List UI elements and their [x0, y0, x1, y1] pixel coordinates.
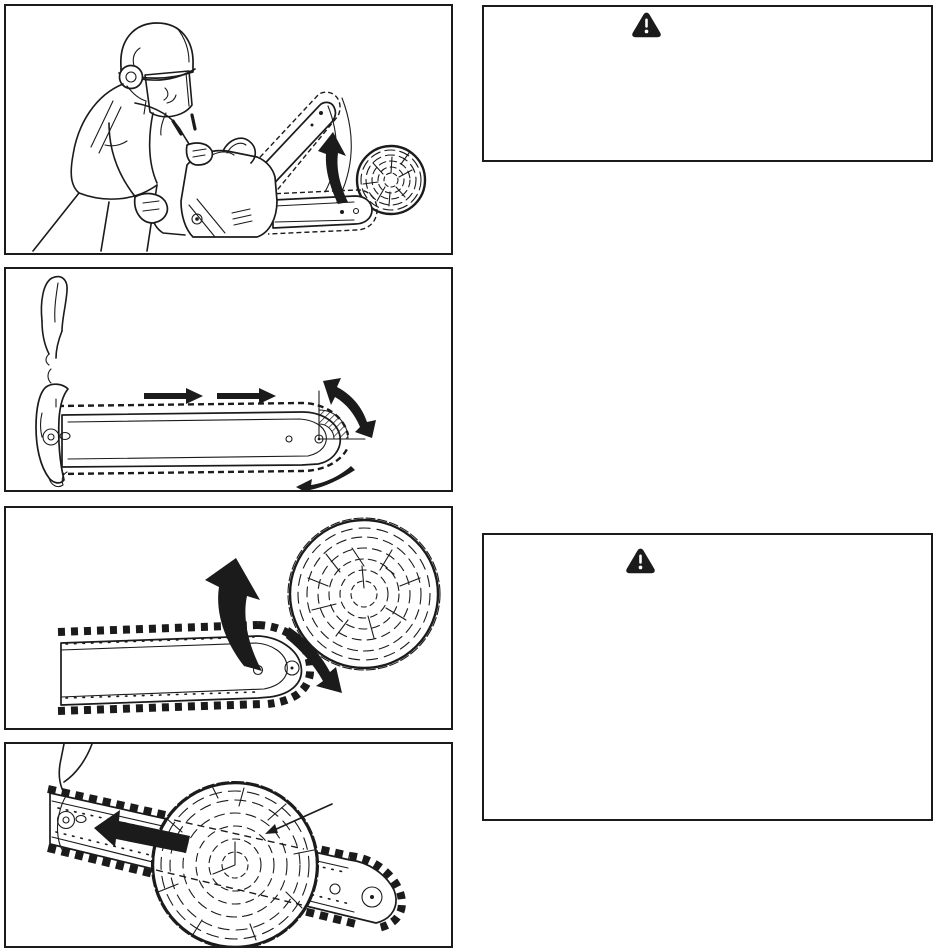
chainsaw-kickback-operator-illustration — [6, 6, 451, 253]
chain-direction-arrow-icon — [217, 388, 276, 404]
figure-kickback-zone — [4, 267, 453, 492]
guide-bar-kickback-zone-illustration — [6, 269, 451, 490]
chain-return-arrow-icon — [296, 466, 355, 490]
kickback-direction-arrow-icon — [318, 132, 348, 204]
operator — [33, 23, 195, 251]
figure-kickback-operator — [4, 4, 453, 255]
log-end-grain — [152, 782, 319, 947]
figure-nose-contact — [4, 506, 453, 730]
bar-nose-log-contact-illustration — [6, 508, 451, 728]
warning-box-1 — [482, 5, 933, 162]
guide-bar — [58, 403, 348, 474]
figure-pinch-pushback — [4, 742, 453, 948]
warning-triangle-icon — [625, 546, 656, 574]
warning-box-2 — [482, 533, 933, 821]
guide-bar — [58, 625, 310, 711]
bar-pinch-pushback-illustration — [6, 744, 451, 946]
warning-triangle-icon — [631, 10, 662, 38]
impact-spark-marks — [173, 115, 195, 134]
chainsaw — [152, 92, 377, 237]
chain-direction-arrow-icon — [144, 388, 203, 404]
